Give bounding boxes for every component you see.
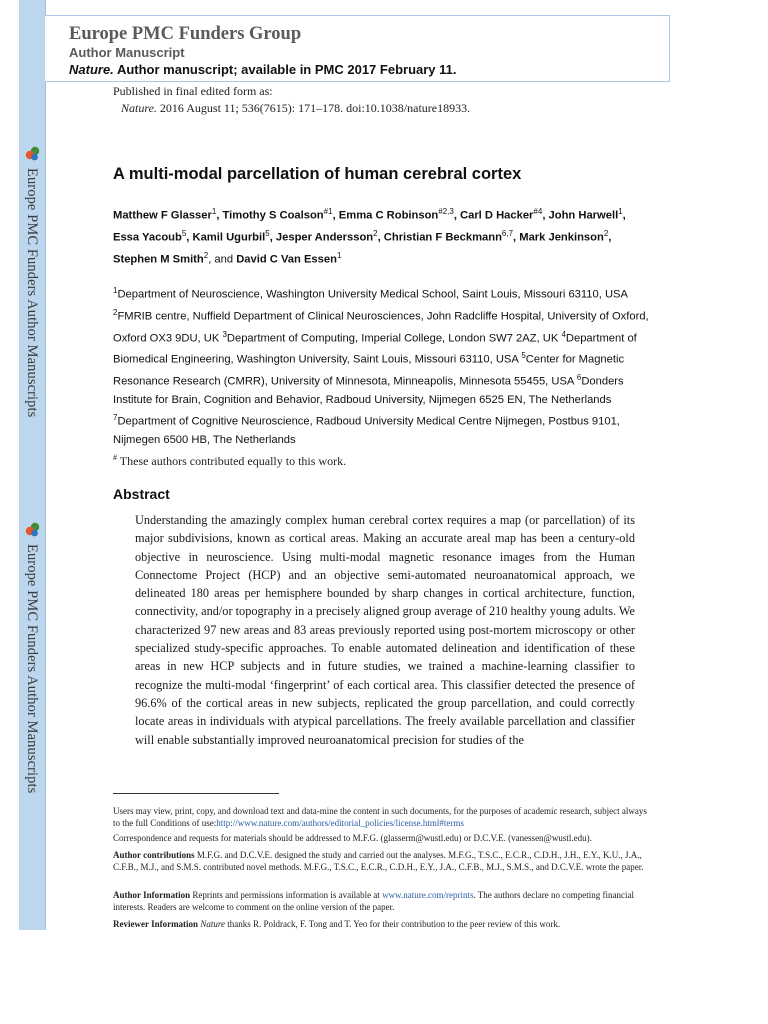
reviewer-information-note — [113, 919, 653, 931]
author-separator: , — [608, 231, 612, 244]
author-info-text: Reprints and permissions information is available at — [190, 890, 383, 900]
author-info-label: Author Information — [113, 890, 191, 900]
abstract-heading: Abstract — [113, 486, 170, 502]
correspondence-note: Correspondence and requests for materials should be addressed to M.F.G. (glasserm@wustl.edu) or D.C.V.E. (vanessen@wustl.edu). — [113, 833, 592, 843]
footnote-divider — [113, 793, 279, 794]
sidebar-banner — [19, 0, 46, 930]
author-separator: , — [622, 209, 626, 222]
author-name: Matthew F Glasser — [113, 209, 212, 222]
contributions-label: Author contributions — [113, 850, 195, 860]
author-affiliation-mark: 5 — [265, 229, 270, 239]
author-information-note — [113, 890, 653, 913]
affiliation-text: Donders Institute for Brain, Cognition and Behavior, Radboud University, Nijmegen 6525 EN, The Netherlands — [113, 376, 624, 407]
author-info-text-2: . The authors declare no competing financial interests. Readers are welcome to comment on the online version of the paper. — [113, 890, 634, 912]
terms-of-use-note — [113, 806, 653, 829]
author-affiliation-mark: 2 — [203, 251, 209, 261]
author-separator: , — [542, 209, 549, 222]
affiliation-text: FMRIB centre, Nuffield Department of Clinical Neurosciences, John Radcliffe Hospital, University of Oxford, Oxford OX3 9DU, UK — [113, 310, 649, 345]
affiliation-number: 6 — [576, 373, 582, 383]
author-affiliation-mark: #1 — [323, 207, 333, 216]
author-affiliation-mark: 1 — [336, 251, 342, 261]
reviewer-journal: Nature — [200, 919, 225, 929]
author-separator: , — [186, 231, 193, 244]
citation-line — [121, 101, 470, 116]
author-separator: , — [269, 231, 276, 244]
availability-line — [69, 62, 457, 77]
author-name: Jesper Andersson — [275, 231, 374, 244]
author-affiliation-mark: 1 — [211, 207, 217, 216]
author-name: Timothy S Coalson — [222, 209, 324, 222]
author-affiliation-mark: 5 — [181, 229, 187, 239]
journal-name: Nature. — [69, 62, 114, 77]
citation-text: 2016 August 11; 536(7615): 171–178. doi:10.1038/nature18933. — [159, 101, 471, 115]
affiliations — [113, 282, 658, 449]
author-affiliation-mark: 6,7 — [501, 229, 514, 239]
author-name: Emma C Robinson — [338, 209, 439, 222]
equal-contribution-note — [113, 453, 346, 469]
author-affiliation-mark: 2 — [603, 229, 609, 239]
reviewer-info-text: thanks R. Poldrack, F. Tong and T. Yeo for their contribution to the peer review of this work. — [225, 919, 561, 929]
terms-text: Users may view, print, copy, and download text and data-mine the content in such documents, for the purposes of academic research, subject always to the full Conditions of use: — [113, 806, 647, 828]
author-name: David C Van Essen — [236, 254, 337, 267]
author-separator: , — [453, 209, 461, 222]
affiliation-text: Department of Computing, Imperial College, London SW7 2AZ, UK — [226, 332, 562, 345]
europe-pmc-logo-icon — [25, 146, 41, 162]
funders-group-title: Europe PMC Funders Group — [69, 24, 302, 44]
contributions-text: M.F.G. and D.C.V.E. designed the study and carried out the analyses. M.F.G., T.S.C., E.C.R., C.D.H., J.H., E.Y., K.U., J.A., C.F.B., M.J., and S.M.S. contributed novel methods. M.F.G., T.S.C., E.C.R., C.D.H., E.Y., J.A., C.F.B., M.J., S.M.S., and D.C.V.E. wrote the paper. — [113, 850, 644, 872]
affiliation-text: Center for Magnetic Resonance Research (CMRR), University of Minnesota, Minneapolis, Minnesota 55455, USA — [113, 354, 625, 389]
author-manuscript-label: Author Manuscript — [69, 45, 185, 60]
reviewer-info-label: Reviewer Information — [113, 919, 199, 929]
author-name: Stephen M Smith — [113, 254, 204, 267]
affiliation-number: 2 — [113, 307, 118, 317]
author-separator: , — [216, 209, 223, 222]
author-separator: , — [513, 231, 520, 244]
author-list — [113, 203, 653, 270]
reprints-link[interactable]: www.nature.com/reprints — [382, 890, 474, 900]
author-affiliation-mark: #4 — [533, 207, 543, 216]
affiliation-number: 1 — [113, 286, 118, 295]
affiliation-number: 3 — [222, 329, 227, 339]
author-affiliation-mark: #2,3 — [438, 207, 454, 216]
citation-journal: Nature. — [121, 101, 157, 115]
affiliation-number: 5 — [521, 351, 526, 361]
author-affiliation-mark: 1 — [618, 207, 623, 216]
author-name: Kamil Ugurbil — [192, 231, 266, 244]
author-separator: , and — [208, 254, 237, 267]
author-name: Essa Yacoub — [113, 231, 182, 244]
terms-link[interactable]: http://www.nature.com/authors/editorial_policies/license.html#terms — [216, 817, 464, 828]
affiliation-number: 7 — [113, 413, 118, 423]
author-separator: , — [377, 231, 384, 244]
sidebar-label: Europe PMC Funders Author Manuscripts — [24, 544, 40, 794]
manuscript-header — [45, 15, 670, 82]
affiliation-number: 4 — [561, 329, 566, 339]
paper-title: A multi-modal parcellation of human cerebral cortex — [113, 165, 522, 183]
affiliation-text: Department of Cognitive Neuroscience, Radboud University Medical Centre Nijmegen, Postbus 9101, Nijmegen 6500 HB, The Netherlands — [113, 415, 620, 447]
europe-pmc-logo-icon — [25, 522, 41, 538]
equal-contribution-text: These authors contributed equally to this work. — [117, 454, 347, 468]
author-name: Carl D Hacker — [460, 209, 534, 222]
author-name: Mark Jenkinson — [519, 231, 604, 244]
author-affiliation-mark: 2 — [373, 229, 378, 239]
affiliation-text: Department of Neuroscience, Washington University Medical School, Saint Louis, Missouri 63110, USA — [117, 288, 628, 301]
author-name: Christian F Beckmann — [383, 231, 502, 244]
author-name: John Harwell — [548, 209, 619, 222]
author-contributions-note — [113, 850, 653, 873]
affiliation-text: Department of Biomedical Engineering, Washington University, Saint Louis, Missouri 63110, USA — [113, 332, 637, 367]
availability-text: Author manuscript; available in PMC 2017 February 11. — [116, 62, 457, 77]
author-separator: , — [332, 209, 339, 222]
sidebar-label: Europe PMC Funders Author Manuscripts — [24, 168, 40, 418]
equal-contribution-mark: # — [113, 453, 117, 462]
published-in-label: Published in final edited form as: — [113, 84, 273, 98]
abstract-body: Understanding the amazingly complex human cerebral cortex requires a map (or parcellation) of its major subdivisions, known as cortical areas. Making an accurate areal map has been a century-old objective in neuroscience. Using multi-modal magnetic resonance images from the Human Connectome Project (HCP) and an objective semi-automated neuroanatomical approach, we delineated 180 areas per hemisphere bounded by sharp changes in cortical architecture, function, connectivity, and/or topography in a precisely aligned group average of 210 healthy young adults. We characterized 97 new areas and 83 areas previously reported using post-mortem microscopy or other specialized study-specific approaches. To enable automated delineation and identification of these areas in new HCP subjects and in future studies, we trained a machine-learning classifier to recognize the multi-modal ‘fingerprint’ of each cortical area. This classifier detected the presence of 96.6% of the cortical areas in new subjects, replicated the group parcellation, and could correctly locate areas in individuals with atypical parcellations. The freely available parcellation and classifier will enable substantially improved neuroanatomical precision for studies of the — [135, 513, 635, 747]
